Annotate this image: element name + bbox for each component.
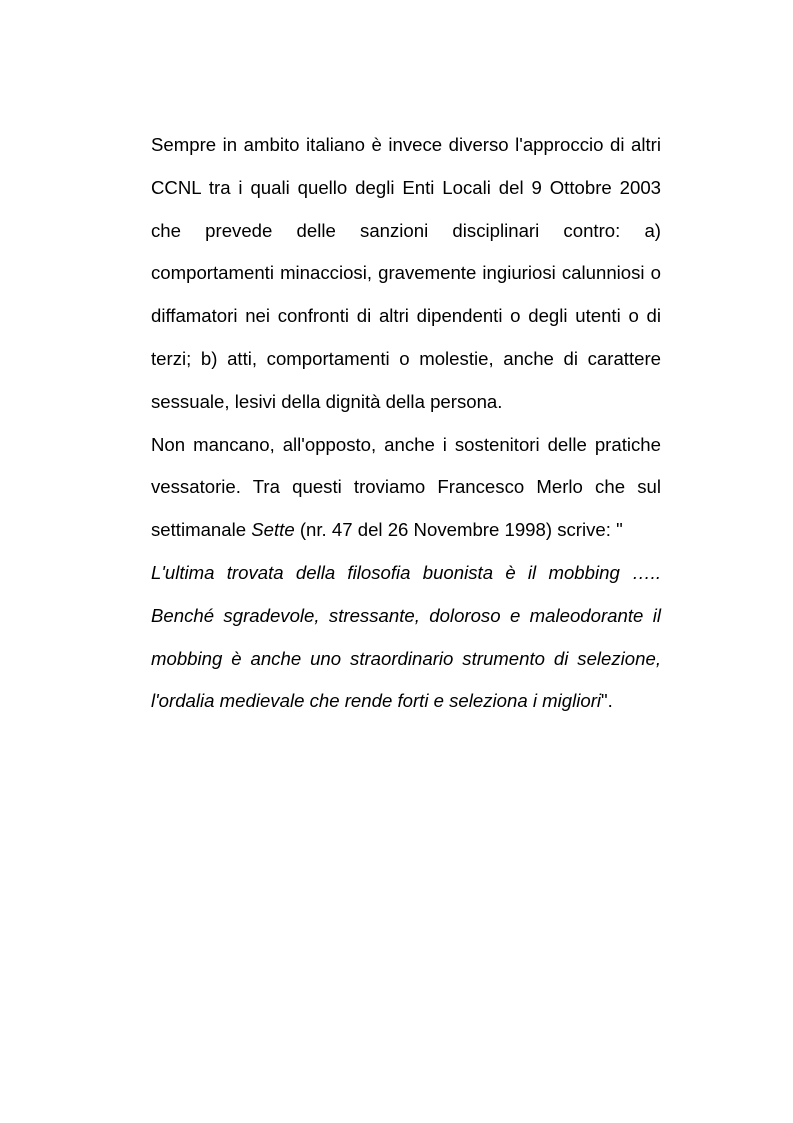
quote-line-1: L'ultima trovata della filosofia buonista è il mobbing …..: [151, 561, 661, 583]
quote-line-3: mobbing è anche uno straordinario strumento di selezione,: [151, 647, 661, 669]
quote-last-line: [151, 680, 661, 723]
paragraph-ccnl-sanctions: Sempre in ambito italiano è invece diverso l'approccio di altri CCNL tra i quali quello degli Enti Locali del 9 Ottobre 2003 che prevede delle sanzioni disciplinari contro: a) comportamenti minacciosi, gravemente ingiuriosi calunniosi o diffamatori nei confronti di altri dipendenti o degli utenti o di terzi; b) atti, comportamenti o molestie, anche di carattere sessuale, lesivi della dignità della persona.: [151, 134, 661, 412]
quote-line-4: l'ordalia medievale che rende forti e seleziona i migliori: [151, 690, 602, 712]
paragraph-intro-text: Non mancano, all'opposto, anche i sostenitori delle pratiche vessatorie. Tra questi troviamo Francesco Merlo che sul settimanale: [151, 433, 661, 541]
document-page: [151, 124, 661, 723]
citation-text: (nr. 47 del 26 Novembre 1998) scrive: ": [294, 519, 623, 541]
paragraph-merlo-quote: [151, 424, 661, 724]
magazine-title: Sette: [251, 519, 295, 541]
quote-line-2: Benché sgradevole, stressante, doloroso e maleodorante il: [151, 604, 661, 626]
quote-closing: ".: [601, 690, 613, 712]
